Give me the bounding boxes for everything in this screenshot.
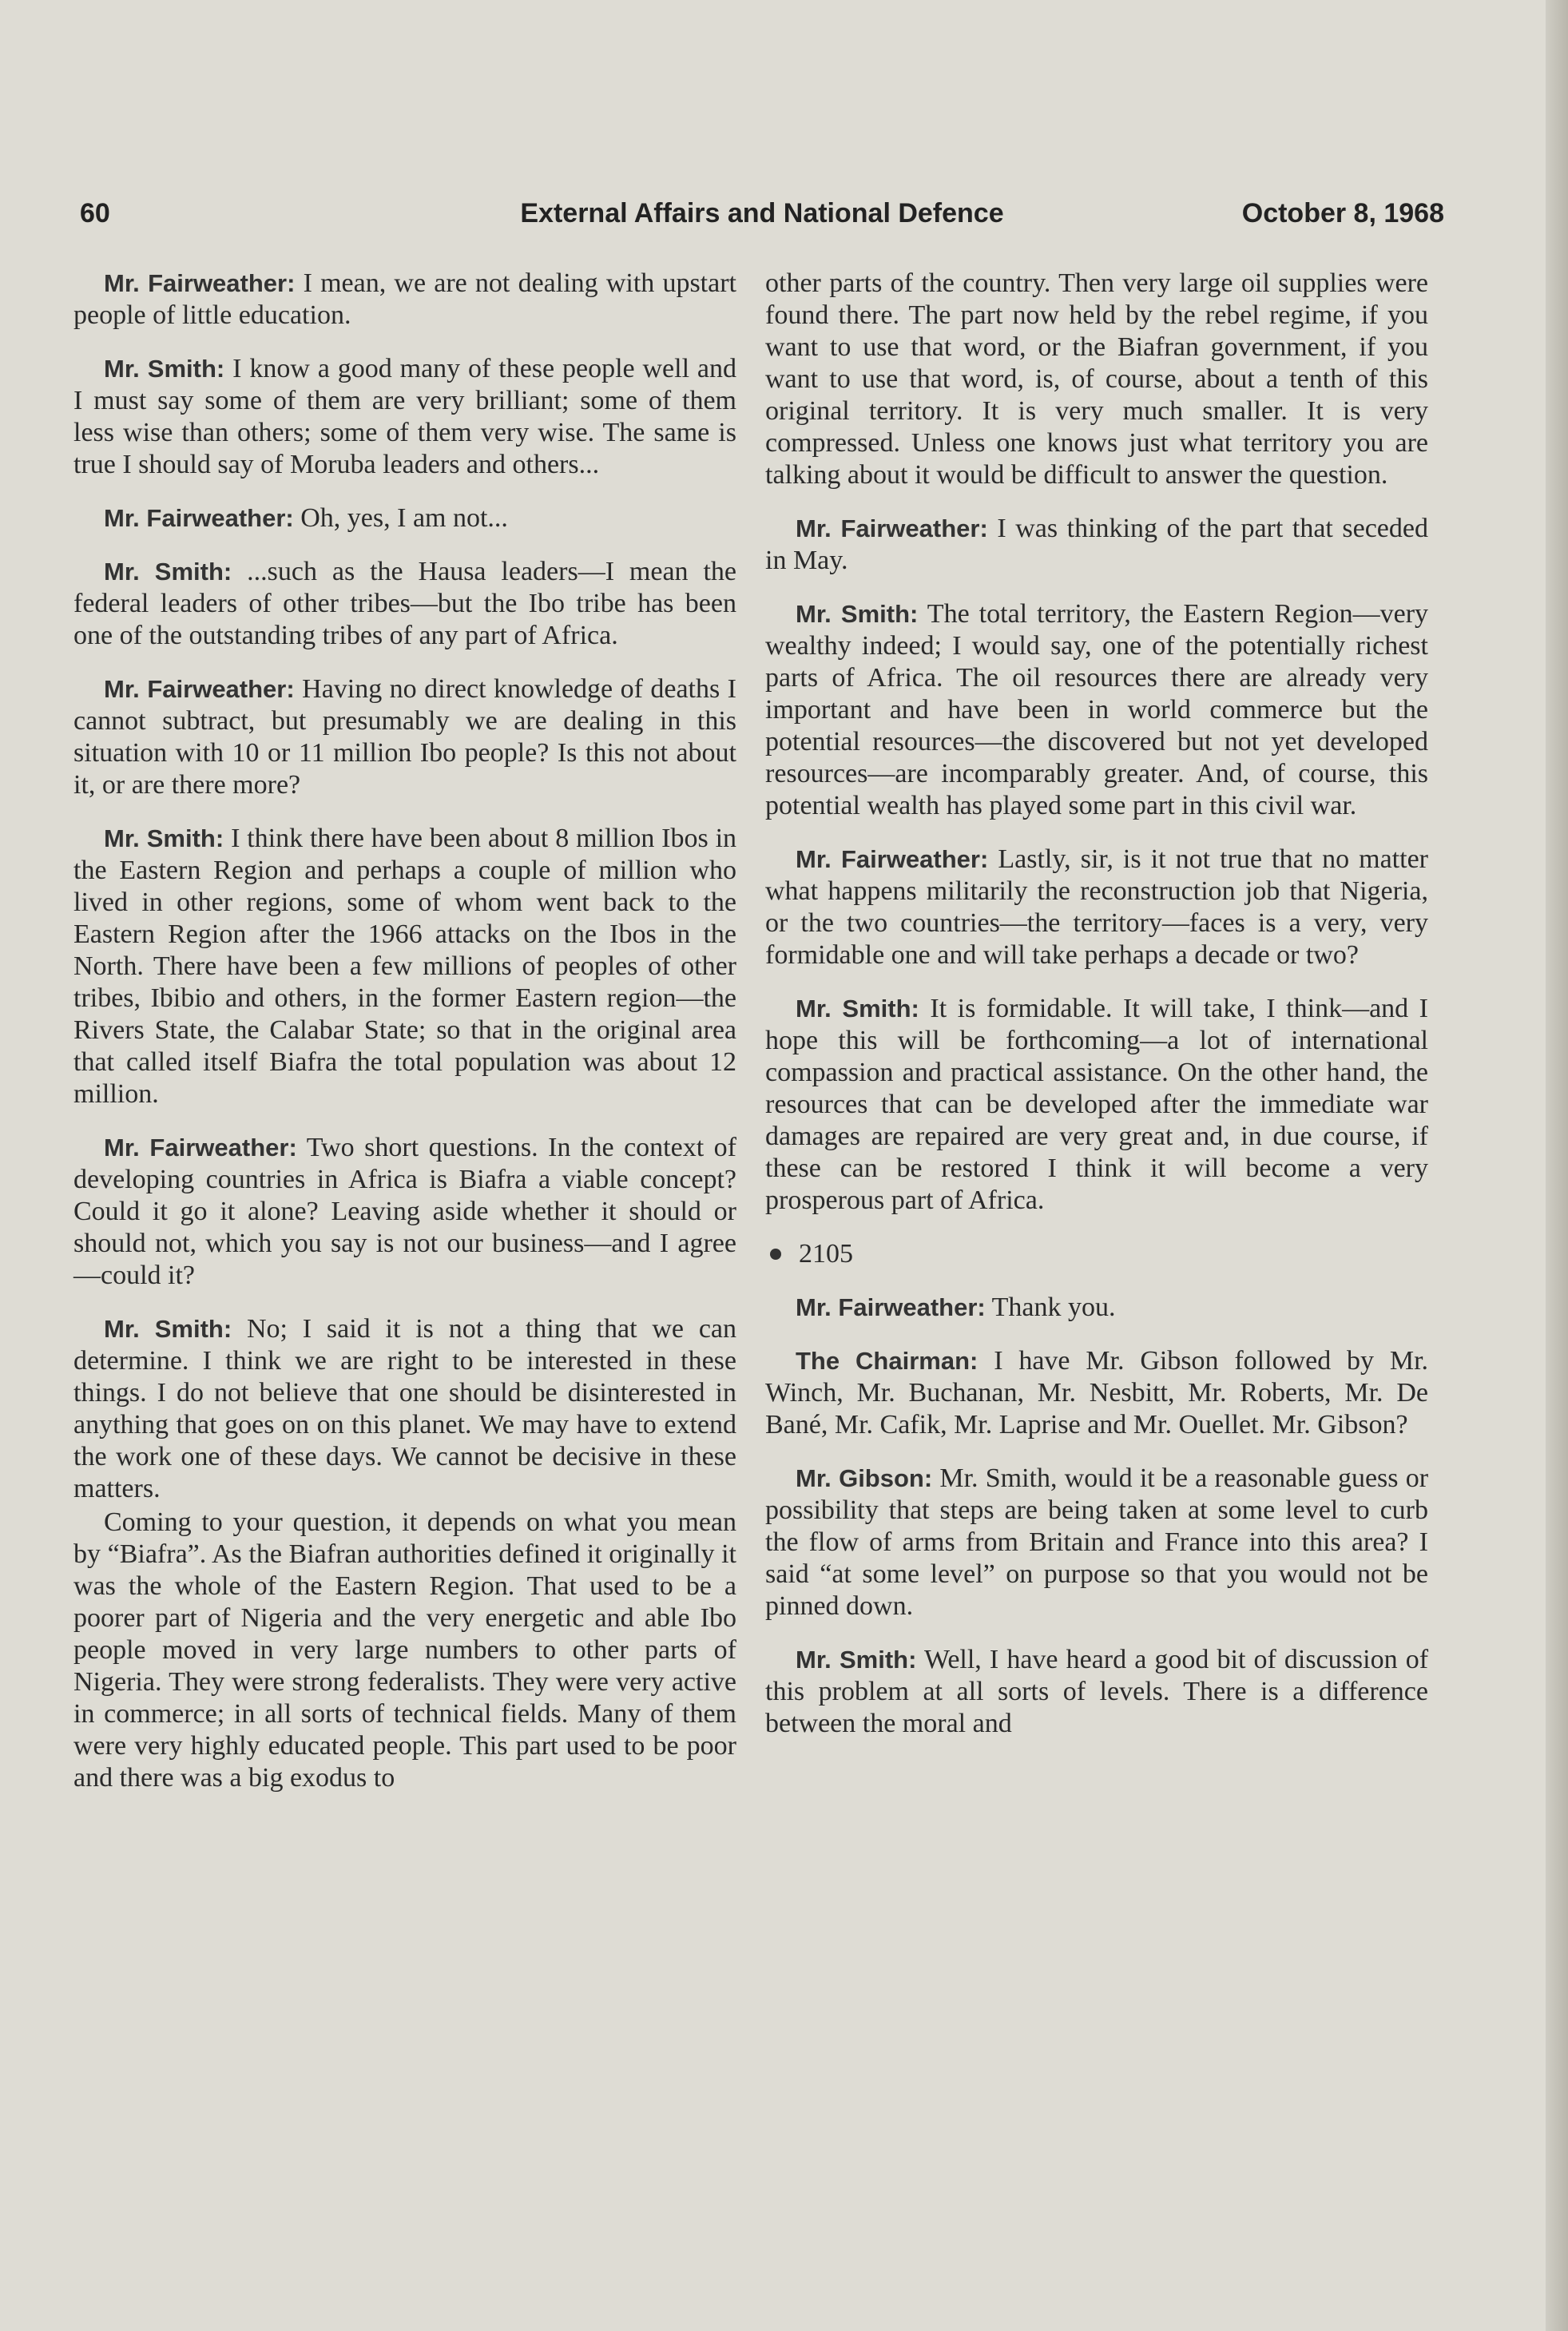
speaker-label: Mr. Fairweather: [104,269,296,297]
paragraph-text: I know a good many of these people well and I must say some of them are very brilliant; some of them less wise than others; some of them very wise. The same is true I should say of Moruba leaders and others... [73,354,737,479]
running-title: External Affairs and National Defence [520,198,1004,228]
paragraph [73,353,736,481]
speaker-label: Mr. Smith: [104,1315,232,1343]
speaker-label: Mr. Smith: [104,355,225,383]
page-number: 60 [80,198,110,228]
paragraph-text: I was thinking of the part that seceded in May. [765,514,1428,575]
speaker-label: Mr. Fairweather: [796,514,988,542]
paragraph [73,1132,736,1292]
left-column [73,268,736,1816]
paragraph-text: Coming to your question, it depends on what you mean by “Biafra”. As the Biafran authorities defined it originally it was the whole of the Eastern Region. That used to be a poorer part of Nigeria and the very energetic and able Ibo people moved in very large numbers to other parts of Nigeria. They were strong federalists. They were very active in commerce; in all sorts of technical fields. Many of them were very highly educated people. This part used to be poor and there was a big exodus to [73,1507,736,1793]
paragraph [765,1345,1428,1441]
paragraph-text: Lastly, sir, is it not true that no matter what happens militarily the reconstruction job that Nigeria, or the two countries—the territory—faces is a very, very formidable one and will take perhaps a decade or two? [765,844,1428,970]
paragraph-text: Oh, yes, I am not... [300,503,508,533]
paragraph-text: other parts of the country. Then very large oil supplies were found there. The part now held by the rebel regime, if you want to use that word, or the Biafran government, if you want to use that word, is, of course, about a tenth of this original territory. It is very much smaller. It is very compressed. Unless one knows just what territory you are talking about it would be difficult to answer the question. [765,268,1428,490]
paragraph-text: Two short questions. In the context of developing countries in Africa is Biafra a viable concept? Could it go it alone? Leaving aside whether it should or should not, which you say is not our business—and I agree—could it? [73,1133,736,1290]
paragraph [73,823,736,1110]
paragraph [765,844,1428,971]
running-header [80,198,1444,238]
bullet-icon [770,1249,781,1260]
paragraph-text: I have Mr. Gibson followed by Mr. Winch, Mr. Buchanan, Mr. Nesbitt, Mr. Roberts, Mr. De Bané, Mr. Cafik, Mr. Laprise and Mr. Ouellet. Mr. Gibson? [765,1346,1429,1440]
paragraph [765,1463,1428,1622]
speaker-label: Mr. Fairweather: [104,504,294,532]
binding-edge [1546,0,1568,2331]
paragraph [765,1644,1428,1740]
paragraph [73,502,736,534]
paragraph [765,513,1428,577]
paragraph [765,993,1428,1217]
paragraph-text: Having no direct knowledge of deaths I cannot subtract, but presumably we are dealing in this situation with 10 or 11 million Ibo people? Is this not about it, or are there more? [73,674,736,800]
paragraph [765,1292,1428,1324]
paragraph-text: It is formidable. It will take, I think—and I hope this will be forthcoming—a lot of international compassion and practical assistance. On the other hand, the resources that can be developed after the immediate war damages are repaired are very great and, in due course, if these can be restored I think it will become a very prosperous part of Africa. [765,994,1429,1215]
speaker-label: Mr. Smith: [796,600,919,628]
paragraph [73,556,736,652]
paragraph [765,598,1428,822]
speaker-label: Mr. Fairweather: [796,1293,986,1321]
speaker-label: Mr. Gibson: [796,1464,933,1492]
speaker-label: Mr. Smith: [796,1646,917,1674]
speaker-label: The Chairman: [796,1347,979,1375]
speaker-label: Mr. Smith: [104,558,232,586]
paragraph [73,268,736,332]
right-column [765,268,1428,1761]
speaker-label: Mr. Fairweather: [104,675,295,703]
speaker-label: Mr. Smith: [104,824,224,852]
time-marker-text: 2105 [799,1239,853,1269]
header-date: October 8, 1968 [1241,198,1444,228]
paragraph-text: Thank you. [991,1293,1116,1322]
paragraph-continuation [765,268,1428,491]
paragraph-text: No; I said it is not a thing that we can determine. I think we are right to be interested in these things. I do not believe that one should be disinterested in anything that goes on on this planet. We may have to extend the work one of these days. We cannot be decisive in these matters. [73,1314,736,1503]
speaker-label: Mr. Smith: [796,995,919,1023]
paragraph-text: Well, I have heard a good bit of discussion of this problem at all sorts of levels. There is a difference between the moral and [765,1645,1429,1738]
speaker-label: Mr. Fairweather: [104,1134,297,1162]
paragraph-text: ...such as the Hausa leaders—I mean the federal leaders of other tribes—but the Ibo tribe has been one of the outstanding tribes of any part of Africa. [73,557,736,650]
paragraph [73,673,736,801]
paragraph-text: I think there have been about 8 million Ibos in the Eastern Region and perhaps a couple of million who lived in other regions, some of whom went back to the Eastern Region after the 1966 attacks on the Ibos in the North. There have been a few millions of peoples of other tribes, Ibibio and others, in the former Eastern region—the Rivers State, the Calabar State; so that in the original area that called itself Biafra the total population was about 12 million. [73,824,737,1109]
paragraph-text: Mr. Smith, would it be a reasonable guess or possibility that steps are being taken at some level to curb the flow of arms from Britain and France into this area? I said “at some level” on purpose so that you would not be pinned down. [765,1463,1429,1621]
speaker-label: Mr. Fairweather: [796,845,989,873]
time-marker [765,1238,1428,1270]
paragraph [73,1507,736,1794]
paragraph-text: I mean, we are not dealing with upstart people of little education. [73,268,736,330]
paragraph-text: The total territory, the Eastern Region—very wealthy indeed; I would say, one of the potentially richest parts of Africa. The oil resources there are already very important and have been in world commerce but the potential resources—the discovered but not yet developed resources—are incomparably greater. And, of course, this potential wealth has played some part in this civil war. [765,599,1429,820]
paragraph [73,1313,736,1505]
